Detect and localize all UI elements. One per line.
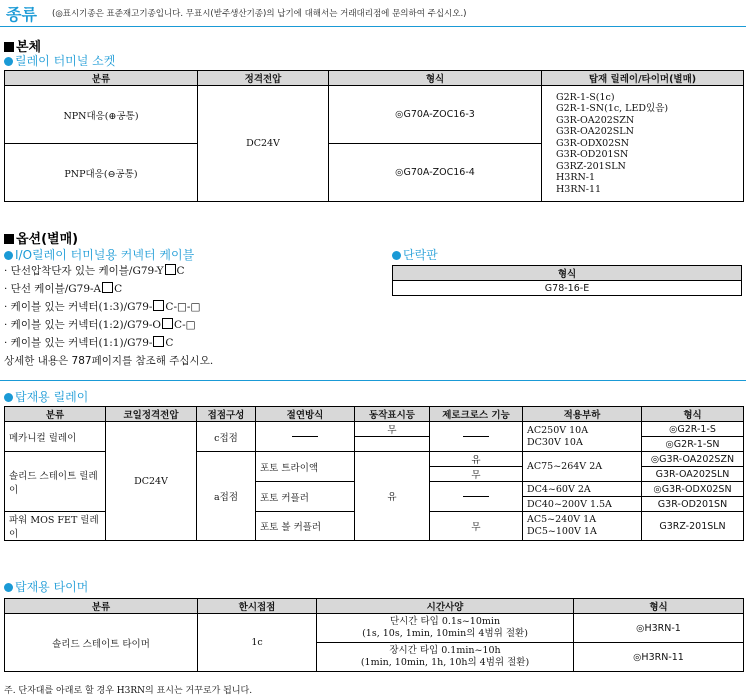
ssr-load-ac: AC75~264V 2A	[523, 452, 642, 482]
ssr-zc-no: 무	[430, 467, 523, 482]
mech-model-2: ◎G2R-1-SN	[642, 437, 744, 452]
section-rule	[0, 380, 746, 381]
cable-item: · 단선압착단자 있는 케이블/G79-Y C	[4, 265, 185, 277]
ssr-model-4: G3R-OD201SN	[642, 497, 744, 512]
category-pnp: PNP대응(⊖공통)	[5, 144, 198, 202]
relay-item: H3RN-11	[556, 183, 602, 195]
timer-short: 단시간 타입 0.1s~10min (1s, 10s, 1min, 10min의 4범위 절환)	[317, 614, 574, 643]
relay-col: 접점구성	[197, 407, 256, 422]
ssr-zc-none	[430, 482, 523, 512]
ssr-zc-yes: 유	[430, 452, 523, 467]
col-category: 분류	[5, 71, 198, 86]
model-pnp: ◎G70A-ZOC16-4	[329, 144, 542, 202]
timer-subheading: 탑재용 타이머	[4, 578, 88, 595]
cable-item: · 단선 케이블/G79-A C	[4, 283, 123, 295]
cable-subheading: I/O릴레이 터미널용 커넥터 케이블	[4, 246, 194, 263]
timer-model-2: ◎H3RN-11	[574, 643, 744, 672]
relay-col: 적용부하	[523, 407, 642, 422]
ssr-load-dc1: DC4~60V 2A	[523, 482, 642, 497]
relay-item: G3R-OD201SN	[556, 149, 629, 161]
relay-list	[542, 86, 744, 202]
timer-col: 분류	[5, 599, 198, 614]
relay-table	[4, 406, 744, 541]
block-subheading: 단락판	[392, 246, 438, 263]
block-col-model: 형식	[393, 266, 742, 281]
relay-col: 동작표시등	[355, 407, 430, 422]
mos-name: 파워 MOS FET 릴레이	[5, 512, 106, 541]
col-relays: 탑재 릴레이/타이머(별매)	[542, 71, 744, 86]
bullet-dot-icon	[4, 251, 13, 260]
timer-long: 장시간 타입 0.1min~10h (1min, 10min, 1h, 10h의 4범위 절환)	[317, 643, 574, 672]
relay-col: 제로크로스 기능	[430, 407, 523, 422]
options-heading: 옵션(별매)	[4, 228, 78, 247]
cable-list	[4, 262, 213, 370]
relay-item: G3R-OA202SLN	[556, 126, 634, 138]
placeholder-box-icon	[165, 264, 176, 275]
mos-isolation: 포토 볼 커플러	[256, 512, 355, 541]
mech-load: AC250V 10A DC30V 10A	[523, 422, 642, 452]
model-npn: ◎G70A-ZOC16-3	[329, 86, 542, 144]
ssr-load-dc2: DC40~200V 1.5A	[523, 497, 642, 512]
ssr-iso-triac: 포토 트라이액	[256, 452, 355, 482]
relay-item: H3RN-1	[556, 172, 596, 184]
title-rule	[0, 26, 746, 27]
square-bullet-icon	[4, 42, 14, 52]
relay-item: G2R-1-SN(1c, LED있음)	[556, 103, 669, 115]
mech-zerocross	[430, 422, 523, 452]
cable-item: · 케이블 있는 커넥터(1:1)/G79- C	[4, 337, 174, 349]
col-model: 형식	[329, 71, 542, 86]
timer-table	[4, 598, 744, 672]
bullet-dot-icon	[4, 583, 13, 592]
placeholder-box-icon	[153, 300, 164, 311]
socket-subheading: 릴레이 터미널 소켓	[4, 52, 115, 69]
cable-item: · 케이블 있는 커넥터(1:3)/G79- C-□-□	[4, 301, 201, 313]
title-note: (◎표시기종은 표준재고기종입니다. 무표시(받주생산기종)의 납기에 대해서는 거래대리점에 문의하여 주십시오.)	[52, 9, 467, 19]
relay-col: 절연방식	[256, 407, 355, 422]
relay-item: G2R-1-S(1c)	[556, 91, 615, 103]
rated-voltage: DC24V	[198, 86, 329, 202]
mech-contact: c접점	[197, 422, 256, 452]
reference-note: 상세한 내용은 787페이지를 참조해 주십시오.	[4, 355, 214, 367]
mos-zerocross: 무	[430, 512, 523, 541]
mech-model-1: ◎G2R-1-S	[642, 422, 744, 437]
page-title: 종류	[6, 5, 37, 24]
ssr-name: 솔리드 스테이트 릴레이	[5, 452, 106, 512]
ssr-model-3: ◎G3R-ODX02SN	[642, 482, 744, 497]
ssr-indicator: 유	[355, 452, 430, 541]
square-bullet-icon	[4, 234, 14, 244]
relay-item: G3RZ-201SLN	[556, 160, 626, 172]
ssr-contact: a접점	[197, 452, 256, 541]
timer-contact: 1c	[198, 614, 317, 672]
main-heading: 본체	[4, 36, 41, 55]
mos-model: G3RZ-201SLN	[642, 512, 744, 541]
ssr-iso-coupler: 포토 커플러	[256, 482, 355, 512]
relay-col: 코일정격전압	[106, 407, 197, 422]
mos-load: AC5~240V 1A DC5~100V 1A	[523, 512, 642, 541]
bullet-dot-icon	[4, 57, 13, 66]
coil-voltage: DC24V	[106, 422, 197, 541]
footer-note: 주. 단자대를 아래로 할 경우 H3RN의 표시는 거꾸로가 됩니다.	[4, 686, 253, 696]
timer-col: 형식	[574, 599, 744, 614]
mech-relay-name: 메카니컬 릴레이	[5, 422, 106, 452]
ssr-model-1: ◎G3R-OA202SZN	[642, 452, 744, 467]
relay-col: 형식	[642, 407, 744, 422]
mech-indicator-blank	[355, 437, 430, 452]
bullet-dot-icon	[392, 251, 401, 260]
relay-col: 분류	[5, 407, 106, 422]
category-npn: NPN대응(⊕공통)	[5, 86, 198, 144]
timer-col: 한시접점	[198, 599, 317, 614]
mech-isolation	[256, 422, 355, 452]
placeholder-box-icon	[102, 282, 113, 293]
relay-subheading: 탑재용 릴레이	[4, 388, 88, 405]
timer-model-1: ◎H3RN-1	[574, 614, 744, 643]
cable-item: · 케이블 있는 커넥터(1:2)/G79-O C-□	[4, 319, 196, 331]
socket-table	[4, 70, 744, 202]
timer-name: 솔리드 스테이트 타이머	[5, 614, 198, 672]
bullet-dot-icon	[4, 393, 13, 402]
block-table	[392, 265, 742, 296]
mech-indicator: 무	[355, 422, 430, 437]
col-voltage: 정격전압	[198, 71, 329, 86]
timer-col: 시간사양	[317, 599, 574, 614]
block-model: G78-16-E	[393, 281, 742, 296]
placeholder-box-icon	[162, 318, 173, 329]
relay-item: G3R-ODX02SN	[556, 137, 630, 149]
placeholder-box-icon	[153, 336, 164, 347]
relay-item: G3R-OA202SZN	[556, 114, 635, 126]
ssr-model-2: G3R-OA202SLN	[642, 467, 744, 482]
